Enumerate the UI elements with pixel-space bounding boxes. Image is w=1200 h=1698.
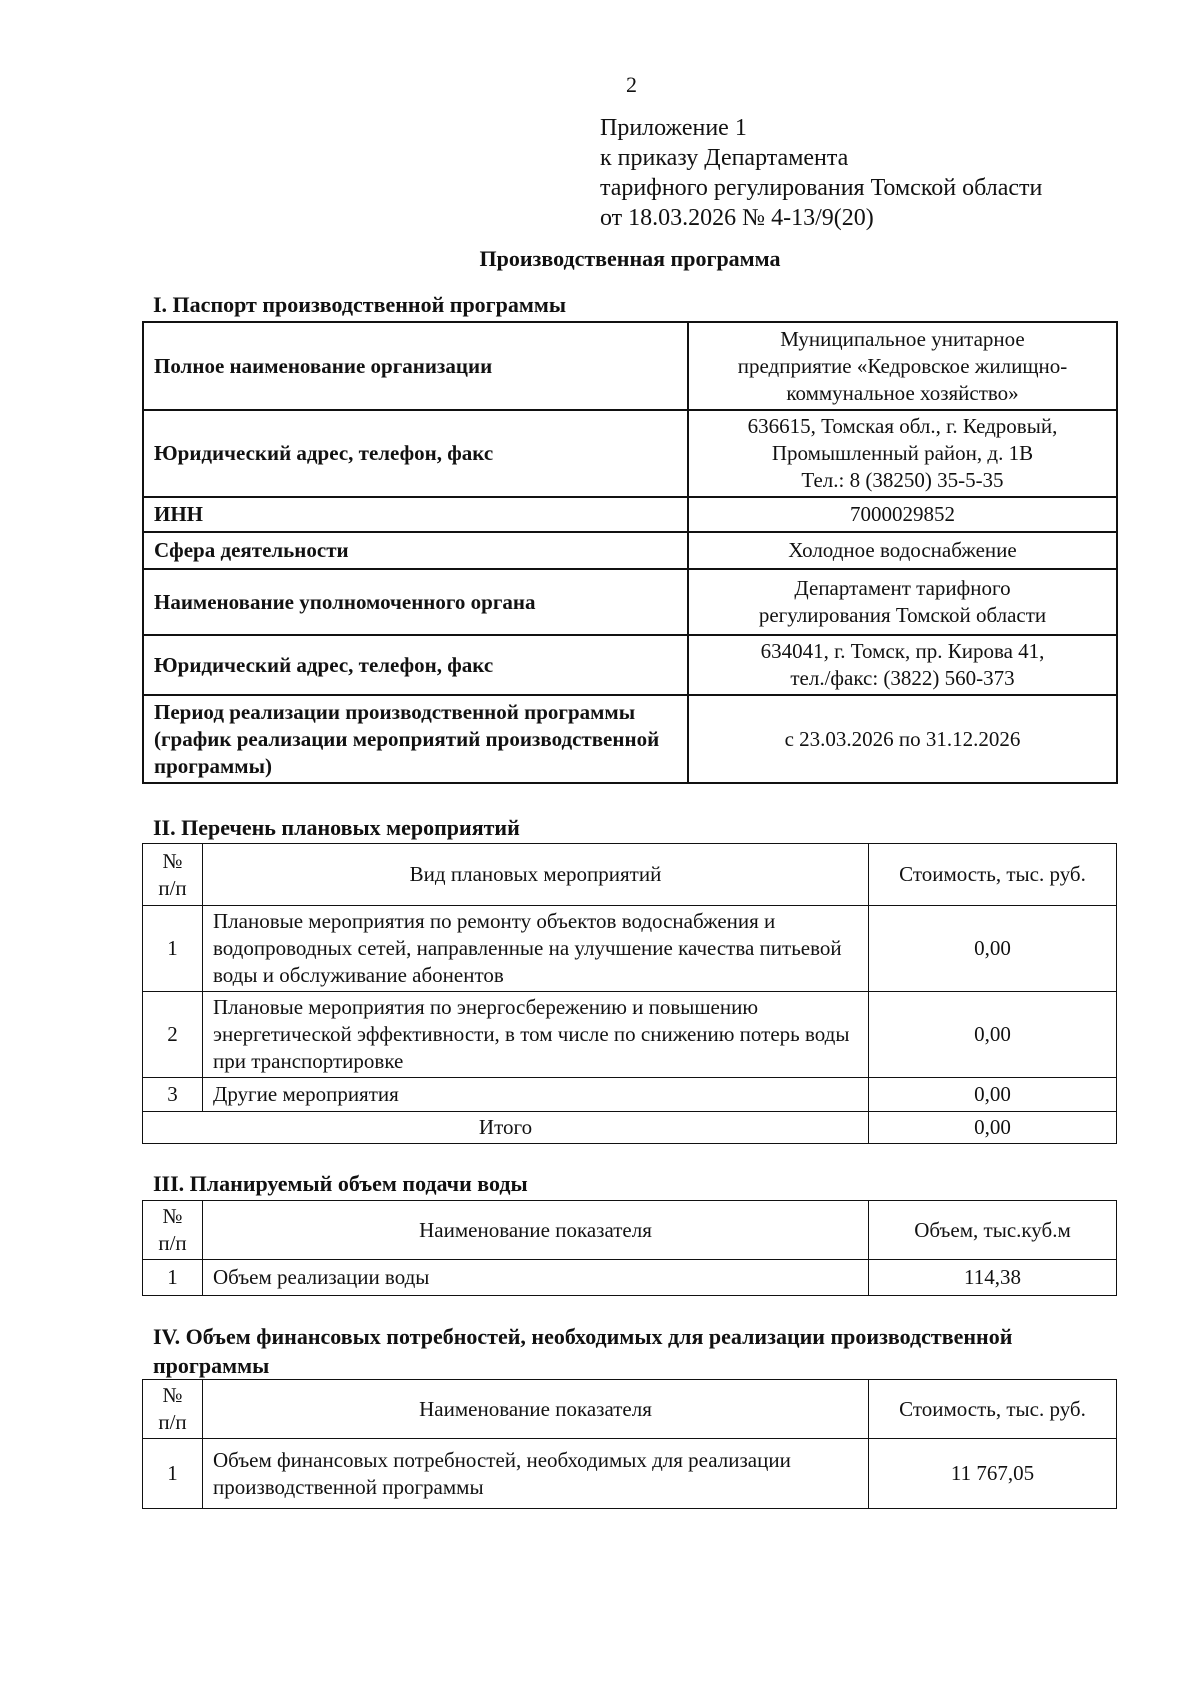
table-row <box>143 1439 1117 1509</box>
annex-line-1: Приложение 1 <box>600 115 747 141</box>
passport-table <box>142 321 1118 784</box>
row-number: 1 <box>143 906 203 992</box>
passport-row <box>143 532 1117 569</box>
section-3-title: III. Планируемый объем подачи воды <box>153 1171 528 1196</box>
passport-label: Полное наименование организации <box>143 322 688 410</box>
water-volume-table <box>142 1200 1117 1296</box>
measure-cost: 0,00 <box>869 1078 1117 1112</box>
table-row <box>143 1260 1117 1296</box>
row-number: 3 <box>143 1078 203 1112</box>
passport-value: Муниципальное унитарное предприятие «Кедровское жилищно- коммунальное хозяйство» <box>688 322 1117 410</box>
indicator-name: Объем реализации воды <box>203 1260 869 1296</box>
annex-block <box>600 113 1042 233</box>
column-header: Стоимость, тыс. руб. <box>869 1380 1117 1439</box>
column-header: Вид плановых мероприятий <box>203 844 869 906</box>
passport-value: 7000029852 <box>688 497 1117 532</box>
section-1-title: I. Паспорт производственной программы <box>153 292 567 317</box>
passport-label: Юридический адрес, телефон, факс <box>143 635 688 695</box>
passport-label: Сфера деятельности <box>143 532 688 569</box>
column-header: № п/п <box>143 1201 203 1260</box>
measure-name: Другие мероприятия <box>203 1078 869 1112</box>
table-row <box>143 906 1117 992</box>
row-number: 1 <box>143 1439 203 1509</box>
measure-name: Плановые мероприятия по ремонту объектов водоснабжения и водопроводных сетей, направленные на улучшение качества питьевой воды и обслуживание абонентов <box>203 906 869 992</box>
column-header: Стоимость, тыс. руб. <box>869 844 1117 906</box>
table-row <box>143 1078 1117 1112</box>
document-title: Производственная программа <box>479 246 781 271</box>
annex-line-3: тарифного регулирования Томской области <box>600 175 1043 201</box>
passport-row <box>143 635 1117 695</box>
measure-cost: 0,00 <box>869 906 1117 992</box>
passport-label: ИНН <box>143 497 688 532</box>
indicator-value: 11 767,05 <box>869 1439 1117 1509</box>
page-number: 2 <box>626 72 637 97</box>
passport-value: с 23.03.2026 по 31.12.2026 <box>688 695 1117 783</box>
passport-row <box>143 410 1117 497</box>
column-header: № п/п <box>143 844 203 906</box>
passport-label: Период реализации производственной программы (график реализации мероприятий производственной программы) <box>143 695 688 783</box>
indicator-value: 114,38 <box>869 1260 1117 1296</box>
annex-line-2: к приказу Департамента <box>600 145 849 171</box>
passport-row <box>143 695 1117 783</box>
section-2-title: II. Перечень плановых мероприятий <box>153 815 520 840</box>
passport-label: Юридический адрес, телефон, факс <box>143 410 688 497</box>
passport-row <box>143 322 1117 410</box>
passport-value: 634041, г. Томск, пр. Кирова 41, тел./факс: (3822) 560-373 <box>688 635 1117 695</box>
table-header-row <box>143 1201 1117 1260</box>
total-label: Итого <box>143 1112 869 1144</box>
row-number: 1 <box>143 1260 203 1296</box>
measure-cost: 0,00 <box>869 992 1117 1078</box>
passport-value: Холодное водоснабжение <box>688 532 1117 569</box>
passport-row <box>143 497 1117 532</box>
indicator-name: Объем финансовых потребностей, необходимых для реализации производственной программы <box>203 1439 869 1509</box>
table-header-row <box>143 844 1117 906</box>
passport-value: Департамент тарифного регулирования Томской области <box>688 569 1117 635</box>
financial-needs-table <box>142 1379 1117 1509</box>
section-4-title: IV. Объем финансовых потребностей, необходимых для реализации производственной программы <box>153 1324 1013 1378</box>
measure-name: Плановые мероприятия по энергосбережению и повышению энергетической эффективности, в том числе по снижению потерь воды при транспортировке <box>203 992 869 1078</box>
passport-label: Наименование уполномоченного органа <box>143 569 688 635</box>
table-row <box>143 992 1117 1078</box>
total-row <box>143 1112 1117 1144</box>
total-value: 0,00 <box>869 1112 1117 1144</box>
column-header: Наименование показателя <box>203 1201 869 1260</box>
column-header: № п/п <box>143 1380 203 1439</box>
table-header-row <box>143 1380 1117 1439</box>
passport-value: 636615, Томская обл., г. Кедровый, Промышленный район, д. 1В Тел.: 8 (38250) 35-5-35 <box>688 410 1117 497</box>
measures-table <box>142 843 1117 1144</box>
column-header: Наименование показателя <box>203 1380 869 1439</box>
annex-line-4: от 18.03.2026 № 4-13/9(20) <box>600 205 874 231</box>
column-header: Объем, тыс.куб.м <box>869 1201 1117 1260</box>
row-number: 2 <box>143 992 203 1078</box>
passport-row <box>143 569 1117 635</box>
